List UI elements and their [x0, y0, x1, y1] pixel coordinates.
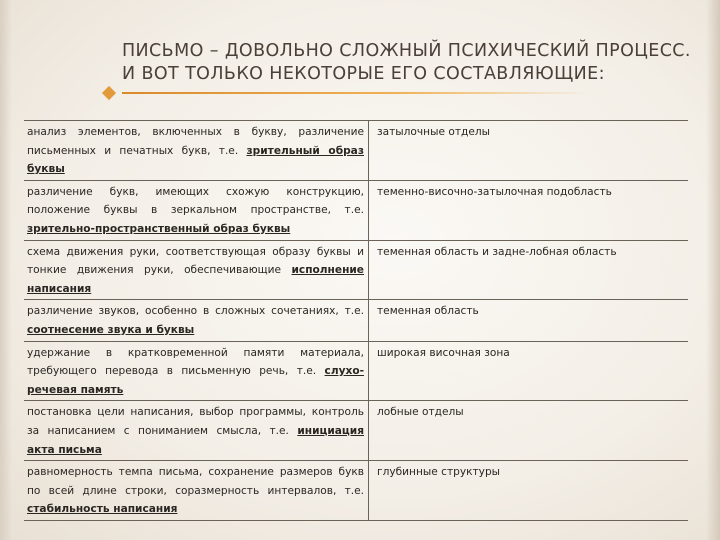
table-row	[24, 401, 688, 461]
component-description-cell	[24, 180, 369, 240]
component-description: равномерность темпа письма, сохранение размеров букв по всей длине строки, соразмерность интервалов, т.е.	[27, 466, 364, 497]
table-row	[24, 121, 688, 181]
table-row	[24, 341, 688, 401]
component-description: удержание в кратковременной памяти материала, требующего перевода в письменную речь, т.е.	[27, 346, 364, 378]
component-description: анализ элементов, включенных в букву, различение письменных и печатных букв, т.е.	[27, 126, 364, 157]
component-description-cell	[24, 300, 369, 341]
component-description: постановка цели написания, выбор программы, контроль за написанием с пониманием смысла, т.е.	[27, 406, 364, 437]
brain-area-cell: глубинные структуры	[369, 461, 689, 521]
component-description: различение букв, имеющих схожую конструкцию, положение буквы в зеркальном пространстве, т.е.	[27, 185, 364, 217]
brain-area-cell: широкая височная зона	[369, 341, 689, 401]
brain-area-cell: лобные отделы	[369, 401, 689, 461]
component-emphasis: зрительный образ буквы	[27, 144, 364, 176]
table-row	[24, 180, 688, 240]
component-description-cell	[24, 121, 369, 181]
component-emphasis: стабильность написания	[27, 503, 178, 516]
title-accent-underline	[122, 92, 592, 94]
brain-area-cell: теменная область и задне-лобная область	[369, 240, 689, 300]
slide-title-line-1: ПИСЬМО – ДОВОЛЬНО СЛОЖНЫЙ ПСИХИЧЕСКИЙ ПРОЦЕСС.	[122, 41, 691, 61]
slide-title-line-2: И ВОТ ТОЛЬКО НЕКОТОРЫЕ ЕГО СОСТАВЛЯЮЩИЕ:	[122, 64, 605, 84]
table-row	[24, 461, 688, 521]
brain-area-cell: теменно-височно-затылочная подобласть	[369, 180, 689, 240]
slide-left-edge	[0, 0, 12, 540]
component-description-cell	[24, 341, 369, 401]
brain-area-cell: затылочные отделы	[369, 121, 689, 181]
component-emphasis: исполнение написания	[27, 264, 364, 295]
component-description-cell	[24, 401, 369, 461]
brain-area-cell: теменная область	[369, 300, 689, 341]
slide-right-edge	[706, 0, 720, 540]
component-description: схема движения руки, соответствующая образу буквы и тонкие движения руки, обеспечивающие	[27, 245, 364, 277]
component-emphasis: слухо-речевая память	[27, 365, 364, 396]
table-row	[24, 300, 688, 341]
slide-title	[122, 40, 691, 86]
component-description-cell	[24, 240, 369, 300]
component-description-cell	[24, 461, 369, 521]
component-description: различение звуков, особенно в сложных сочетаниях, т.е.	[27, 305, 364, 318]
component-emphasis: инициация акта письма	[27, 424, 364, 456]
table-row	[24, 240, 688, 300]
component-emphasis: зрительно-пространственный образ буквы	[27, 222, 291, 235]
components-table	[24, 120, 688, 521]
component-emphasis: соотнесение звука и буквы	[27, 323, 195, 336]
